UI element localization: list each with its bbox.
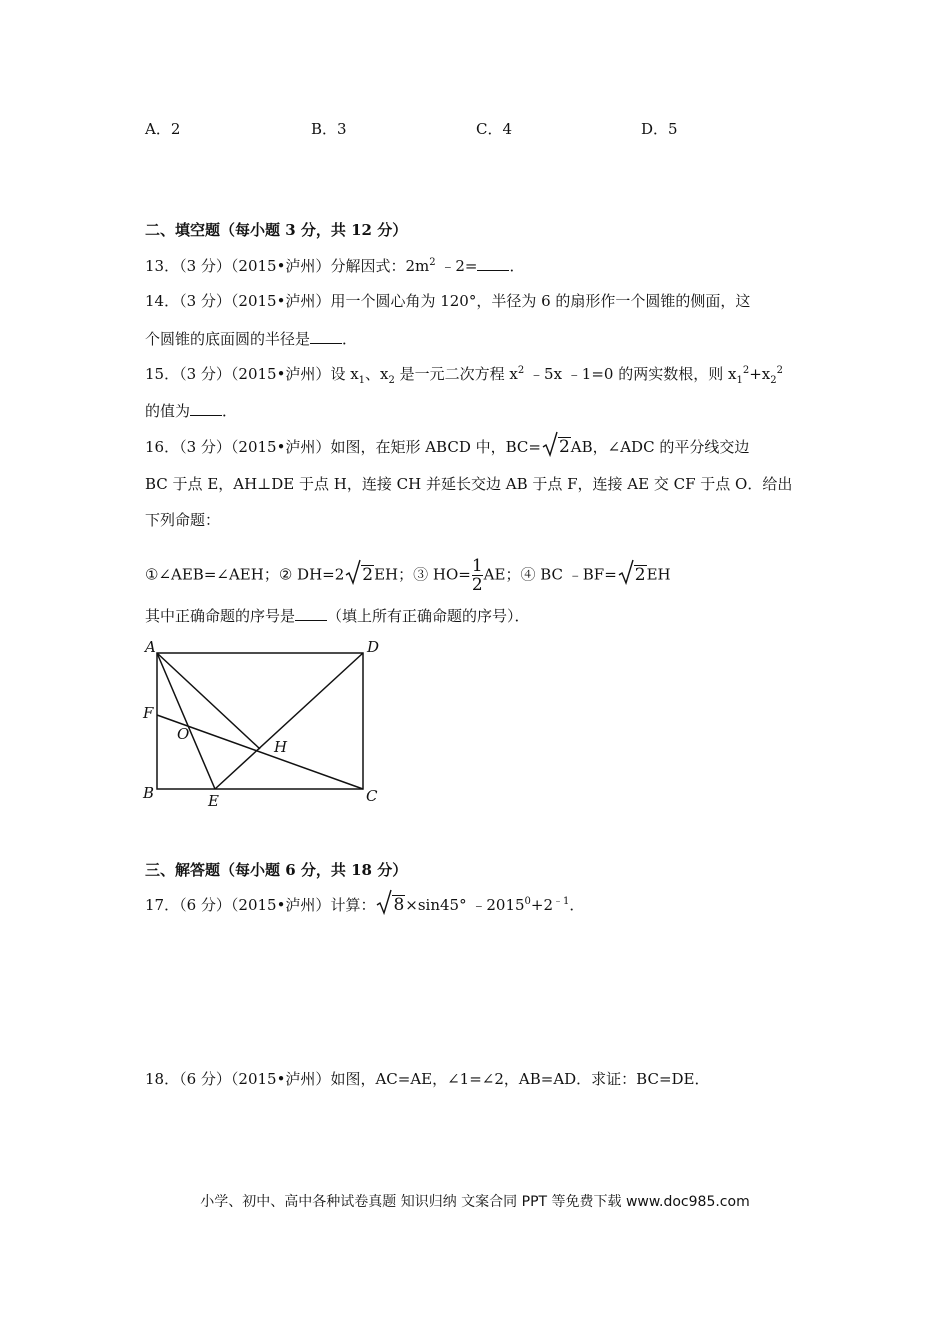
sqrt-symbol: 2 bbox=[345, 565, 374, 585]
question-16-line-2: BC 于点 E，AH⊥DE 于点 H，连接 CH 并延长交边 AB 于点 F，连接 AE 交 CF 于点 O．给出 bbox=[145, 475, 793, 493]
question-15-line-1: 15．（3 分）（2015•泸州）设 $x_1$、$x_2$ 是一元二次方程 $x^2$ ﹣5x ﹣1=0 的两实数根，则 $x_1^2+x_2^2$ bbox=[145, 365, 783, 386]
page-footer: 小学、初中、高中各种试卷真题 知识归纳 文案合同 PPT 等免费下载 www.doc985.com bbox=[200, 1194, 750, 1210]
label-o: O bbox=[177, 725, 190, 743]
option-b: B．3 bbox=[311, 120, 347, 138]
label-h: H bbox=[274, 738, 288, 756]
label-c: C bbox=[366, 787, 378, 805]
label-d: D bbox=[367, 638, 380, 656]
option-d: D．5 bbox=[641, 120, 678, 138]
answer-blank[interactable] bbox=[477, 256, 509, 271]
question-18: 18．（6 分）（2015•泸州）如图，AC=AE，∠1=∠2，AB=AD．求证：BC=DE． bbox=[145, 1070, 710, 1088]
label-a: A bbox=[145, 638, 156, 656]
question-16-propositions: ①∠AEB=∠AEH；② DH=2 2EH；③ HO= $\frac{1}{2}$ AE；④ BC ﹣BF= 2EH bbox=[145, 556, 671, 595]
segment-ed bbox=[215, 653, 363, 789]
label-b: B bbox=[143, 784, 155, 802]
question-16-line-1: 16．（3 分）（2015•泸州）如图，在矩形 ABCD 中，BC= 2AB，∠ADC 的平分线交边 bbox=[145, 437, 749, 457]
section-3-title: 三、解答题（每小题 6 分，共 18 分） bbox=[145, 861, 408, 879]
answer-blank[interactable] bbox=[295, 606, 327, 621]
rectangle-abcd bbox=[157, 653, 363, 789]
question-14-line-2: 个圆锥的底面圆的半径是 ． bbox=[145, 330, 358, 348]
answer-blank[interactable] bbox=[310, 329, 342, 344]
option-a: A．2 bbox=[145, 120, 181, 138]
question-16-ask: 其中正确命题的序号是 （填上所有正确命题的序号）． bbox=[145, 607, 530, 625]
option-c: C．4 bbox=[476, 120, 513, 138]
question-13: 13．（3 分）（2015•泸州）分解因式：$2m^2$ ﹣2= ． bbox=[145, 257, 525, 275]
sqrt-symbol: 8 bbox=[376, 895, 405, 915]
geometry-figure bbox=[135, 635, 395, 815]
fraction: $\frac{1}{2}$ bbox=[471, 556, 483, 595]
sqrt-symbol: 2 bbox=[618, 565, 647, 585]
label-e: E bbox=[208, 792, 219, 810]
label-f: F bbox=[143, 704, 154, 722]
question-17: 17．（6 分）（2015•泸州）计算： 8×sin45° $﹣2015^0+2^{﹣1}$． bbox=[145, 895, 584, 915]
question-14-line-1: 14．（3 分）（2015•泸州）用一个圆心角为 120°，半径为 6 的扇形作一个圆锥的侧面，这 bbox=[145, 292, 751, 310]
answer-blank[interactable] bbox=[190, 401, 222, 416]
sqrt-symbol: 2 bbox=[542, 437, 571, 457]
question-16-line-3: 下列命题： bbox=[145, 511, 221, 529]
segment-ae bbox=[157, 653, 215, 789]
question-15-line-2: 的值为 ． bbox=[145, 402, 238, 420]
section-2-title: 二、填空题（每小题 3 分，共 12 分） bbox=[145, 221, 408, 239]
segment-ah bbox=[157, 653, 260, 749]
